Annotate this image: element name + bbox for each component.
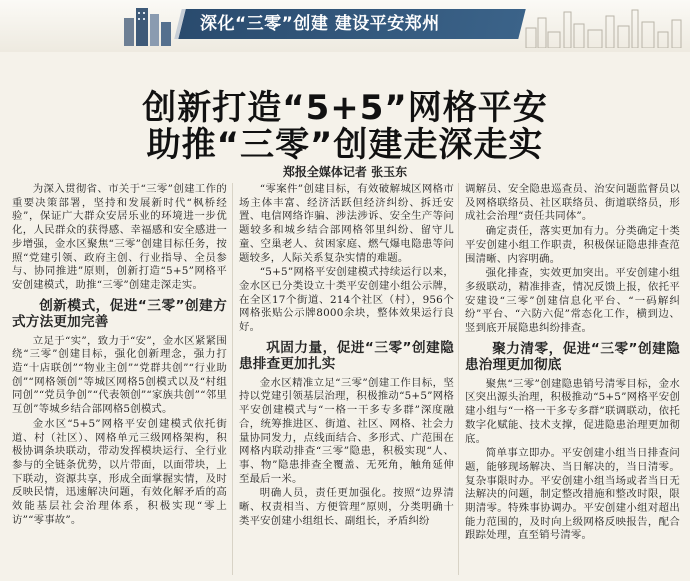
- paragraph: 确定责任，落实更加有力。分类确定十类平安创建小组工作职责，积极保证隐患排查范围清晰、内容明确。: [465, 225, 680, 265]
- subheading: 创新模式，促进“三零”创建方式方法更加完善: [12, 297, 227, 330]
- paragraph: 强化排查，实效更加突出。平安创建小组多级联动，精准排查，情况反馈上报，依托平安建设“三零”创建信息化平台、“一码解纠纷”平台、“六防六促”常态化工作，横到边、竖到底开展隐患纠纷排查。: [465, 267, 680, 335]
- paragraph: 聚焦“三零”创建隐患销号清零目标，金水区突出源头治理，积极推动“5+5”网格平安创建小组与“一格一干多专多群”联调联动，依托数字化赋能、技术支撑，促进隐患治理更加彻底。: [465, 377, 680, 445]
- paragraph: “5+5”网格平安创建模式持续运行以来，金水区已分类设立十类平安创建小组公示牌，在全区17个街道、214个社区（村），956个网格张贴公示牌8000余块，整体效果运行良好。: [239, 266, 454, 334]
- paragraph: 明确人员，责任更加强化。按照“边界清晰、权责相当、方便管理”原则，分类明确十类平安创建小组组长、副组长，矛盾纠纷: [239, 487, 454, 527]
- subheading: 巩固力量，促进“三零”创建隐患排查更加扎实: [239, 339, 454, 372]
- paragraph: 金水区“5+5”网格平安创建模式依托街道、村（社区）、网格单元三级网格架构，积极协调条块联动，带动发挥模块运行、全行业参与的全链条优势，以片带面，以面带块，上下联动，资源共享，形成全面掌握实情，及时反映民情，迅速解决问题，有效化解矛盾的高效能基层社会治理体系，积极实现“零上访”“零事故”。: [12, 417, 227, 526]
- column-divider: [232, 183, 233, 575]
- paragraph: 金水区精准立足“三零”创建工作目标，坚持以党建引领基层治理，积极推动“5+5”网格平安创建模式与“一格一干多专多群”深度融合，统筹推进区、街道、社区、网格、社会力量协同发力，点线面结合、多形式、广范围在网格内联动排查“三零”隐患，积极实现“人、事、物”隐患排查全覆盖、无死角，触角延伸至最后一米。: [239, 376, 454, 485]
- article-column-2: [239, 183, 454, 529]
- paragraph: “零案件”创建目标，有效破解城区网格市场主体丰富、经济活跃但经济纠纷、拆迁安置、电信网络诈骗、涉法涉诉、安全生产等问题较多和城乡结合部网格邻里纠纷、留守儿童、空巢老人、贫困家庭、燃气爆电隐患等问题较多，人际关系复杂实情的难题。: [239, 183, 454, 264]
- section-banner-text: 深化“三零”创建 建设平安郑州: [200, 14, 440, 34]
- column-divider: [458, 183, 459, 575]
- subheading: 聚力清零，促进“三零”创建隐患治理更加彻底: [465, 340, 680, 373]
- section-header: [0, 0, 690, 52]
- byline: 郑报全媒体记者 张玉东: [282, 165, 408, 179]
- paragraph: 为深入贯彻省、市关于“三零”创建工作的重要决策部署，坚持和发展新时代“枫桥经验”，保证广大群众安居乐业的环境进一步优化，人民群众的获得感、幸福感和安全感进一步增强，金水区聚焦“三零”创建目标任务，按照“党建引领、政府主创、行业指导、全员参与、协同推进”原则，创新打造“5+5”网格平安创建模式，助推“三零”创建走深走实。: [12, 183, 227, 291]
- headline-line-2: 助推“三零”创建走深走实: [146, 125, 544, 165]
- paragraph: 简单事立即办。平安创建小组当日排查问题，能够现场解决、当日解决的，当日清零。复杂事限时办。平安创建小组当场或者当日无法解决的问题，制定整改措施和整改时限，限期清零。特殊事协调办。平安创建小组对超出能力范围的，及时向上级网格反映报告，配合跟踪处理，直至销号清零。: [465, 447, 680, 542]
- paragraph: 调解员、安全隐患巡查员、治安问题监督员以及网格联络员、社区联络员、街道联络员，形成社会治理“责任共同体”。: [465, 183, 680, 223]
- article-column-1: [12, 183, 227, 528]
- paragraph: 立足于“实”，致力于“安”，金水区紧紧围绕“三零”创建目标，强化创新理念，强力打造“十店联创”“物业主创”“党群共创”“行业助创”“网格领创”等城区网格5创模式以及“村组同创”“党员争创”“代表领创”“家族共创”“邻里互创”等城乡结合部网格5创模式。: [12, 334, 227, 416]
- article-column-3: [465, 183, 680, 544]
- headline-line-1: 创新打造“5+5”网格平安: [142, 88, 548, 128]
- skyline-icon: [520, 6, 690, 48]
